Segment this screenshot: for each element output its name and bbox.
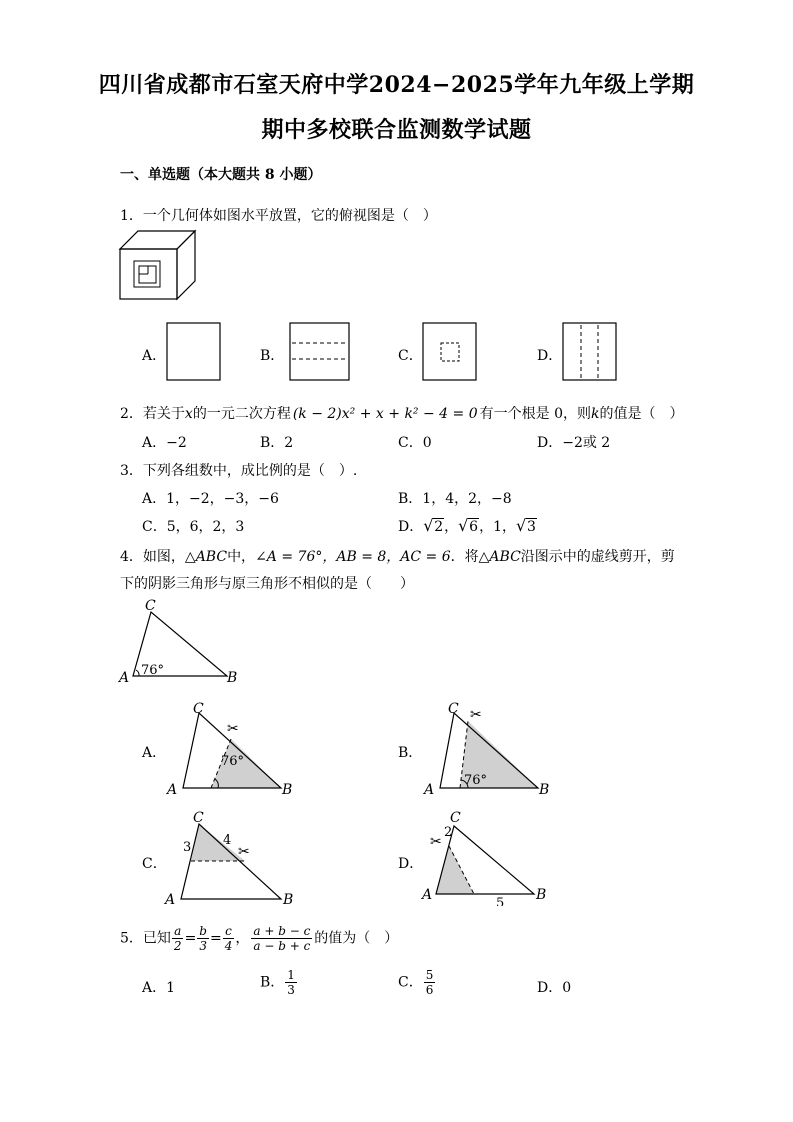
q2-option-b[interactable]: B．2 [260, 435, 294, 451]
q4c-label-a: A [165, 892, 176, 906]
q4-label-a: A [119, 670, 130, 686]
q4d-side-2: 2 [444, 825, 453, 840]
q4d-label-c: C [450, 810, 461, 826]
q4a-angle-label: 76° [221, 754, 245, 769]
q1-solid-figure [118, 229, 198, 301]
q4a-label-b: B [282, 782, 293, 798]
q5-option-c[interactable]: C． $\frac{5}{6}$ [398, 968, 434, 997]
page-subtitle: 期中多校联合监测数学试题 [261, 117, 532, 143]
q2-option-d[interactable]: D．−2或 2 [537, 435, 611, 451]
q4-label-c: C [145, 598, 156, 614]
q4c-label-c: C [193, 810, 204, 826]
q4-option-d-figure[interactable] [420, 806, 555, 906]
question-2-stem: 2．若关于x的一元二次方程 (k − 2)x² + x + k² − 4 = 0 有一个根是 0，则k的值是（ ） [120, 406, 684, 422]
q4d-label-b: B [536, 887, 547, 903]
question-1-stem: 1．一个几何体如图水平放置，它的俯视图是（ ） [120, 208, 437, 224]
q2-option-a[interactable]: A．−2 [142, 435, 187, 451]
q4-option-a-label[interactable]: A． [142, 745, 167, 761]
q3-option-a[interactable]: A．1，−2，−3，−6 [142, 491, 279, 507]
section-heading: 一、单选题（本大题共 8 小题） [120, 167, 322, 183]
q1-option-a-label[interactable]: A． [142, 348, 167, 364]
q4-option-d-label[interactable]: D． [398, 856, 424, 872]
q4c-label-b: B [283, 892, 294, 906]
question-4-stem-line2: 下的阴影三角形与原三角形不相似的是（ ） [120, 576, 414, 592]
scissors-icon: ✂ [238, 844, 250, 860]
q3-option-d[interactable]: D． √ 2， √ 6，1， √ 3 [398, 516, 536, 535]
q4-option-c-label[interactable]: C． [142, 856, 167, 872]
q4-option-c-figure[interactable] [163, 806, 298, 906]
q4d-side-5: 5 [496, 896, 505, 906]
scissors-icon: ✂ [430, 834, 442, 850]
q3-option-c[interactable]: C．5，6，2，3 [142, 519, 245, 535]
q3-option-b[interactable]: B．1，4，2，−8 [398, 491, 512, 507]
q1-option-c-figure[interactable] [422, 322, 478, 382]
q4d-label-a: A [422, 887, 433, 903]
scissors-icon: ✂ [470, 707, 482, 723]
q4b-label-a: A [424, 782, 435, 798]
q1-option-b-figure[interactable] [289, 322, 351, 382]
q5-option-a[interactable]: A．1 [142, 980, 176, 996]
q2-option-c[interactable]: C．0 [398, 435, 432, 451]
q4a-label-a: A [167, 782, 178, 798]
q4-angle-label: 76° [141, 663, 165, 678]
q4-option-a-figure[interactable] [163, 699, 298, 799]
q4-option-b-figure[interactable] [420, 699, 555, 799]
scissors-icon: ✂ [227, 721, 239, 737]
q1-option-d-figure[interactable] [562, 322, 618, 382]
q4c-side-4: 4 [223, 833, 232, 848]
q1-option-c-label[interactable]: C． [398, 348, 423, 364]
q1-option-a-figure[interactable] [166, 322, 222, 382]
q4-triangle-figure [115, 596, 245, 688]
q4a-label-c: C [193, 701, 204, 717]
page-title: 四川省成都市石室天府中学2024−2025学年九年级上学期 [98, 72, 695, 98]
q1-option-b-label[interactable]: B． [260, 348, 285, 364]
q4b-angle-label: 76° [464, 773, 488, 788]
q4-label-b: B [227, 670, 238, 686]
question-4-stem-line1: 4．如图，△ABC中，∠A = 76°，AB = 8，AC = 6．将△ABC沿图示中的虚线剪开，剪 [120, 549, 675, 565]
q4c-side-3: 3 [183, 840, 192, 855]
q4b-label-c: C [448, 701, 459, 717]
q4b-label-b: B [539, 782, 550, 798]
q5-option-d[interactable]: D．0 [537, 980, 572, 996]
q4-option-b-label[interactable]: B． [398, 745, 423, 761]
question-5-stem: 5．已知 $\frac{a}{2}$ = $\frac{b}{3}$ = $\frac{c}{4}$ ， $\frac{a + b - c}{a - b + c}$ 的值为（ ） [120, 924, 399, 953]
question-3-stem: 3．下列各组数中，成比例的是（ ）. [120, 463, 358, 479]
q1-option-d-label[interactable]: D． [537, 348, 563, 364]
q5-option-b[interactable]: B． $\frac{1}{3}$ [260, 968, 295, 997]
